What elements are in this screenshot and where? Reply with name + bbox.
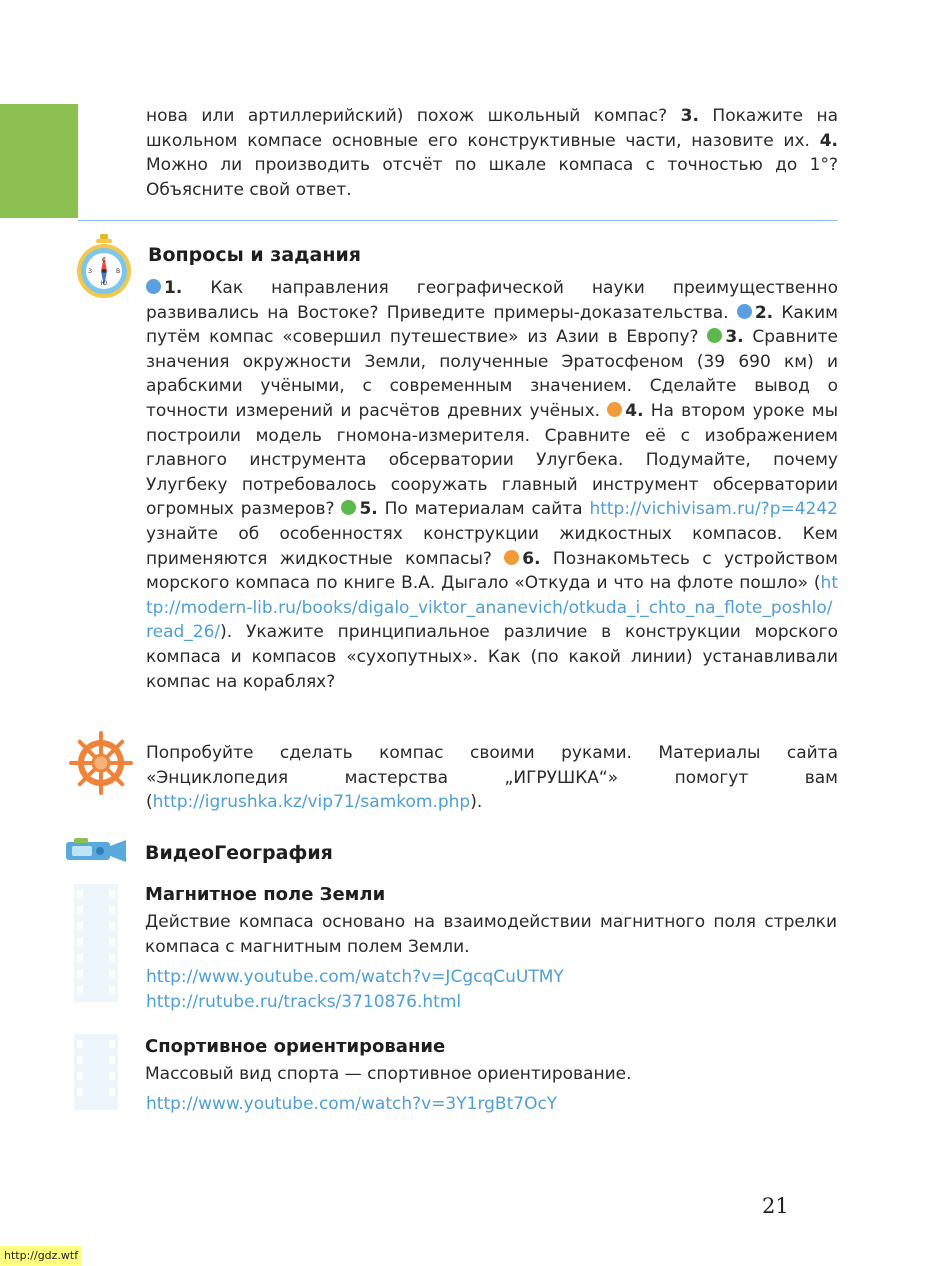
video-item-1-link-1[interactable]: http://www.youtube.com/watch?v=JCgcqCuUTMY [146, 967, 564, 987]
film-strip-icon [74, 884, 118, 1002]
compass-letter-east: В [115, 268, 121, 275]
ship-wheel-icon [68, 730, 134, 796]
compass-letter-south: Ю [100, 280, 108, 287]
video-item-2-link[interactable]: http://www.youtube.com/watch?v=3Y1rgBt7OcY [146, 1094, 558, 1114]
top-number-3: 3. [680, 106, 699, 126]
video-item-2-title: Спортивное ориентирование [145, 1036, 446, 1057]
video-camera-icon [64, 836, 130, 864]
section-divider [78, 220, 838, 221]
top-text-2: Покажите на школьном компасе основные его конструктивные части, назовите их. [146, 106, 839, 151]
question-5-link[interactable]: http://vichivisam.ru/?p=4242 [589, 499, 838, 520]
question-4-number: 4. [625, 400, 644, 421]
craft-text: Попробуйте сделать компас своими руками. Материалы сайта «Энциклопедия мастерства „ИГРУШКА“» помогут вам ( [146, 743, 838, 813]
question-2-number: 2. [754, 302, 774, 323]
craft-paragraph [146, 741, 838, 815]
question-6-number: 6. [522, 548, 541, 569]
craft-link[interactable]: http://igrushka.kz/vip71/samkom.php [152, 792, 471, 813]
top-paragraph [146, 104, 838, 202]
question-6-text-cont: ). Укажите принципиальное различие в конструкции морского компаса и компасов «сухопутных». Как (по какой линии) устанавливали компас на кораблях? [146, 622, 838, 692]
watermark-link[interactable]: http://gdz.wtf [0, 1246, 82, 1266]
top-text-3: Можно ли производить отсчёт по шкале компаса с точностью до 1°? Объясните свой ответ. [146, 155, 838, 200]
top-text-1: нова или артиллерийский) похож школьный компас? [146, 106, 681, 126]
orange-level-dot [504, 550, 519, 565]
question-2-text: Каким путём компас «совершил путешествие» из Азии в Европу? [146, 302, 838, 348]
green-level-dot [341, 500, 356, 515]
video-item-1-link-2[interactable]: http://rutube.ru/tracks/3710876.html [146, 992, 462, 1012]
craft-text-end: ). [470, 792, 483, 813]
question-6-text: Познакомьтесь с устройством морского компаса по книге В.А. Дыгало «Откуда и что на флоте пошло» ( [146, 548, 838, 594]
video-heading: ВидеоГеография [145, 842, 333, 864]
question-1-text: Как направления географической науки преимущественно развивались на Востоке? Приведите примеры-доказательства. [146, 278, 838, 323]
page-number: 21 [762, 1194, 789, 1218]
video-item-1-text: Действие компаса основано на взаимодействии магнитного поля стрелки компаса с магнитным полем Земли. [145, 912, 837, 957]
questions-paragraph [146, 276, 838, 694]
question-3-number: 3. [725, 327, 744, 348]
video-item-2-text: Массовый вид спорта — спортивное ориентирование. [145, 1064, 632, 1084]
question-4-text: На втором уроке мы построили модель гномона-измерителя. Сравните её с изображением главного инструмента обсерватории Улугбека. Подумайте, почему Улугбеку потребовалось сооружать главный инструмент обсерватории огромных размеров? [146, 400, 838, 520]
question-1-number: 1. [164, 278, 183, 298]
blue-level-dot [146, 279, 161, 294]
questions-heading: Вопросы и задания [148, 244, 361, 266]
question-5-number: 5. [359, 499, 378, 520]
orange-level-dot [607, 402, 622, 417]
question-5-text-cont: узнайте об особенностях конструкции жидкостных компасов. Кем применяются жидкостные компасы? [146, 523, 838, 569]
blue-level-dot [737, 304, 752, 319]
question-3-text: Сравните значения окружности Земли, полученные Эратосфеном (39 690 км) и арабскими учёными, с современным значением. Сделайте вывод о точности измерений и расчётов древних учёных. [146, 327, 838, 421]
compass-letter-west: З [88, 268, 92, 275]
question-5-text: По материалам сайта [377, 499, 590, 520]
top-number-4: 4. [819, 130, 838, 151]
compass-letter-north: С [101, 257, 107, 264]
green-margin-bar [0, 104, 78, 218]
compass-icon [72, 232, 136, 300]
film-strip-icon [74, 1034, 118, 1110]
green-level-dot [707, 328, 722, 343]
video-item-1-title: Магнитное поле Земли [145, 884, 386, 905]
question-6-link[interactable]: http://modern-lib.ru/books/digalo_viktor_ananevich/otkuda_i_chto_na_flote_poshlo/read_26/ [146, 573, 838, 643]
